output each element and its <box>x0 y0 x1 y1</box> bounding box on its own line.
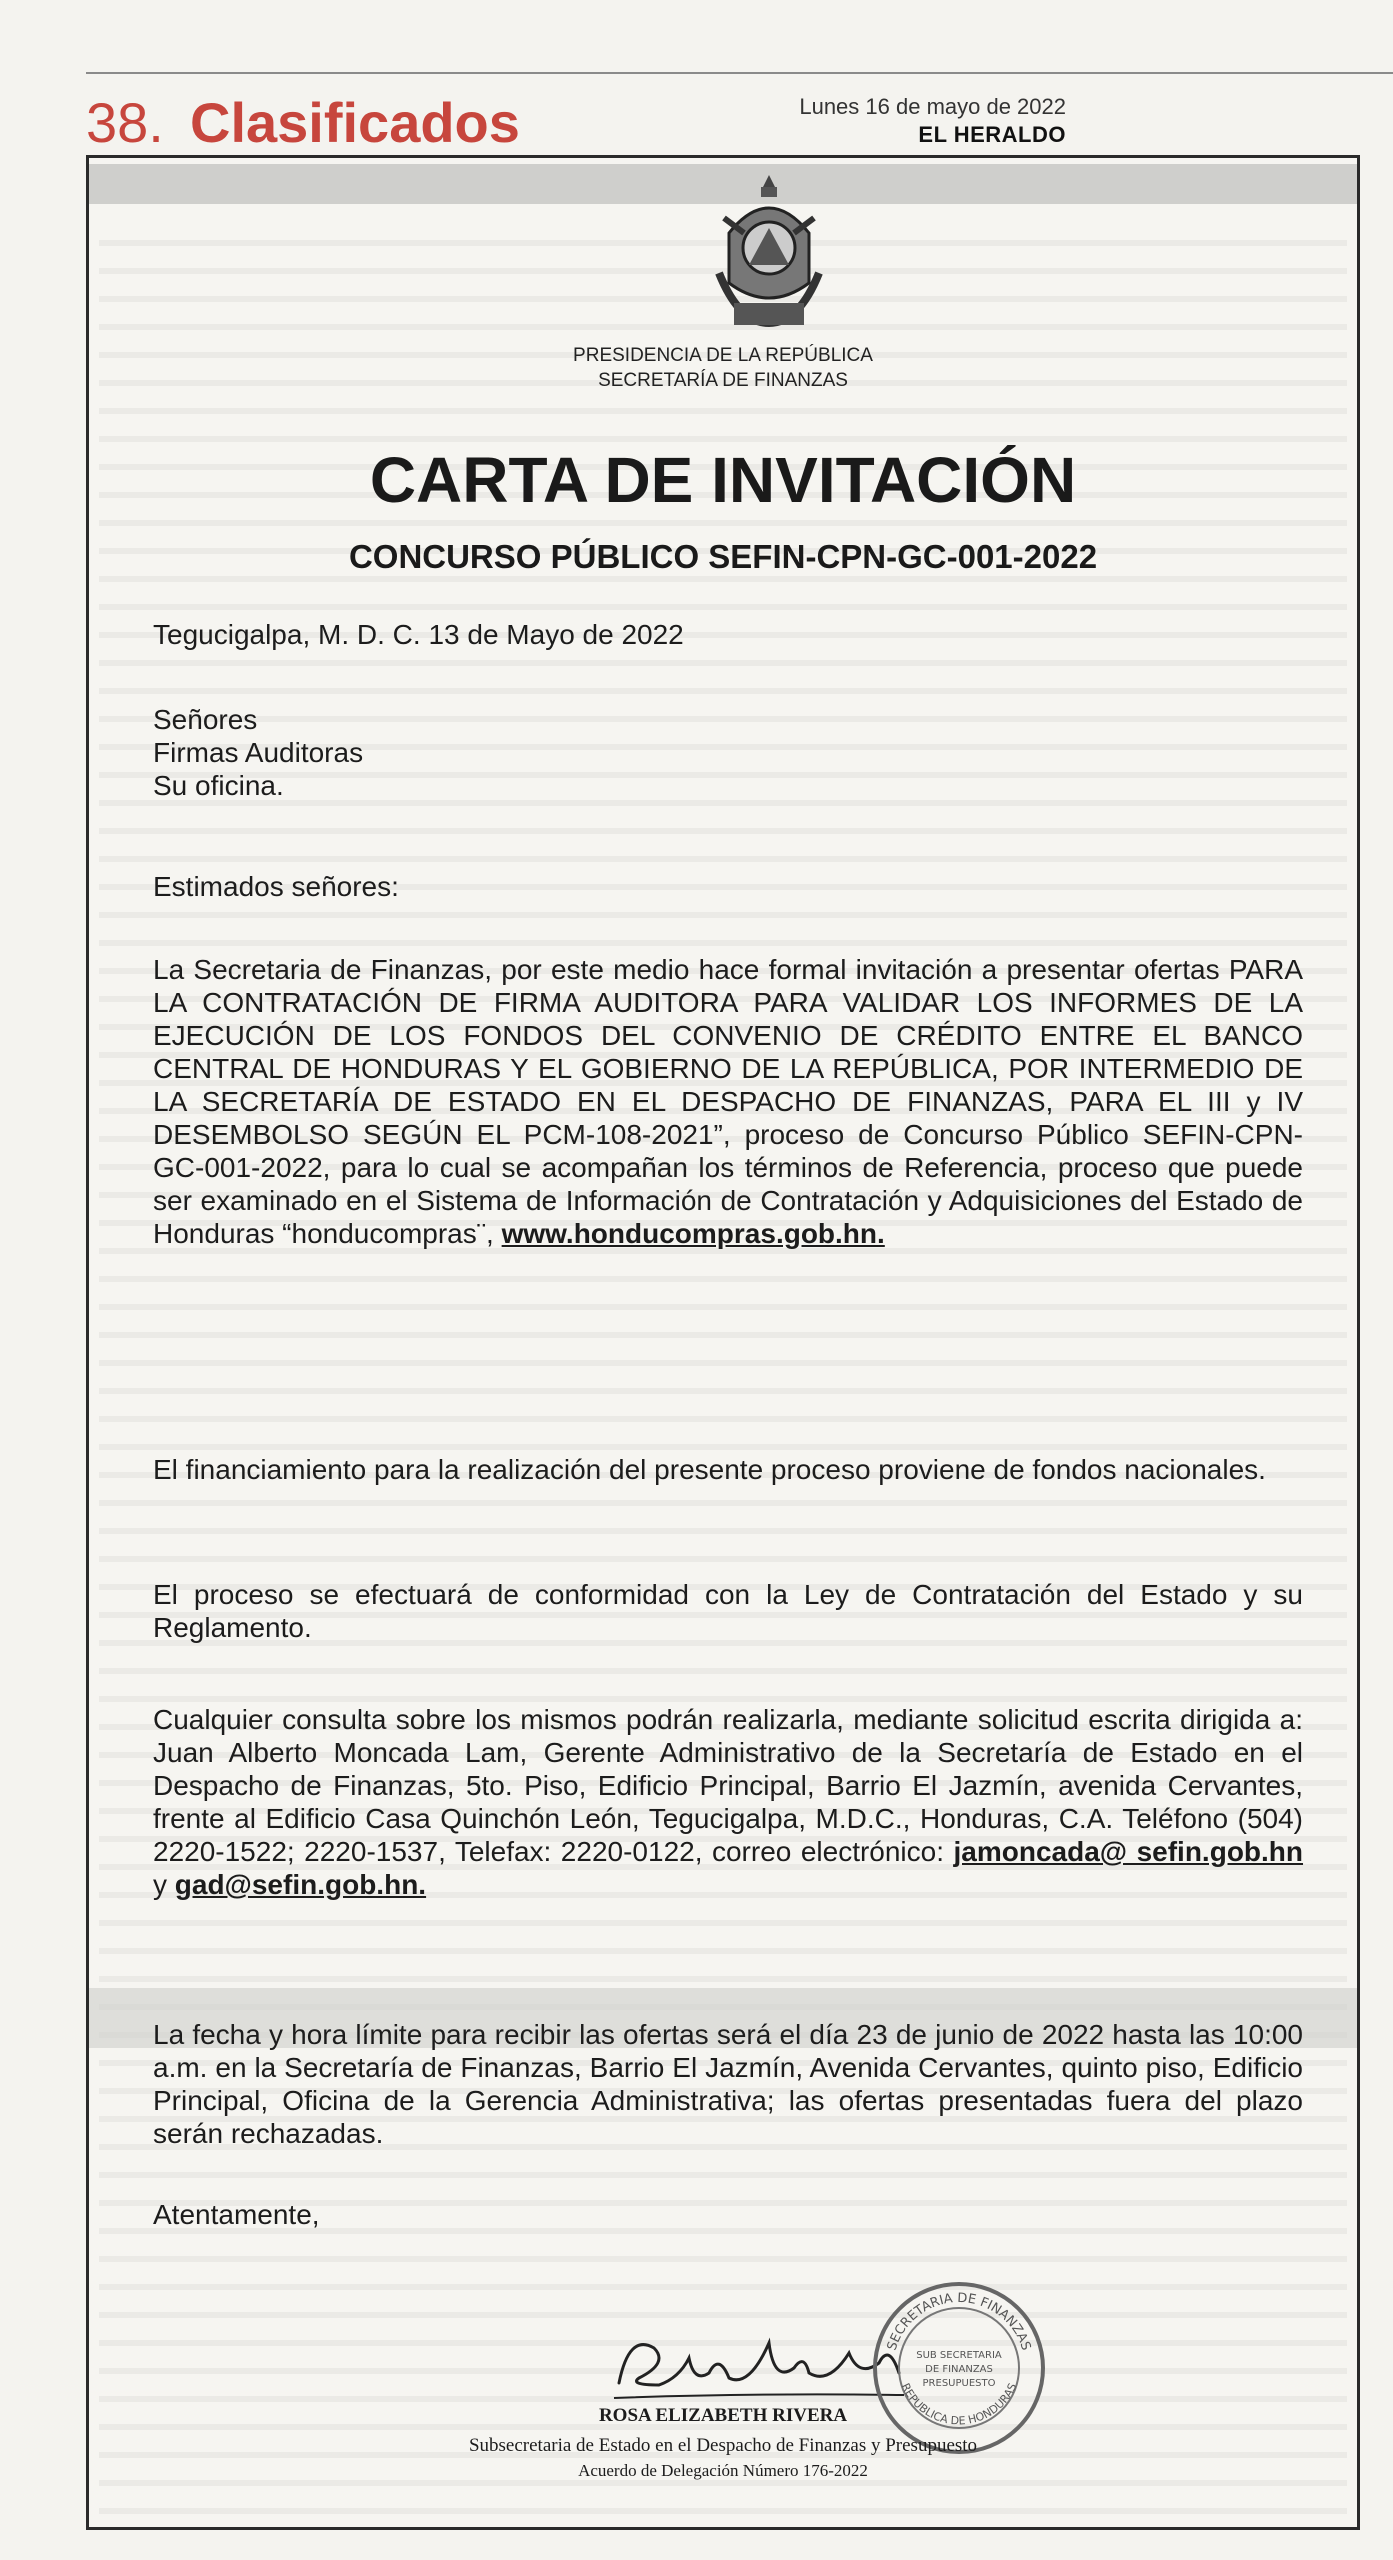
paragraph-contact-text: Cualquier consulta sobre los mismos podrán realizarla, mediante solicitud escrita dirigida a: Juan Alberto Moncada Lam, Gerente Administrativo de la Secretaría de Estado en el Despacho de Finanzas, 5to. Piso, Edificio Principal, Barrio El Jazmín, avenida Cervantes, frente al Edificio Casa Quinchón León, Tegucigalpa, M.D.C., Honduras, C.A. Teléfono (504) 2220-1522; 2220-1537, Telefax: 2220-0122, correo electrónico: <box>153 1704 1303 1867</box>
section-name: Clasificados <box>190 91 520 154</box>
seal-inner-text-2: DE FINANZAS <box>925 2364 993 2375</box>
page-number: 38. <box>86 91 164 154</box>
institution-line-2: SECRETARÍA DE FINANZAS <box>598 370 848 391</box>
seal-outer-text: SECRETARIA DE FINANZAS <box>884 2290 1034 2353</box>
document-subtitle: CONCURSO PÚBLICO SEFIN-CPN-GC-001-2022 <box>348 538 1098 575</box>
top-rule <box>86 72 1393 74</box>
honducompras-link[interactable]: www.honducompras.gob.hn. <box>501 1218 885 1249</box>
institution-line-1: PRESIDENCIA DE LA REPÚBLICA <box>573 345 873 366</box>
page-header <box>86 88 1066 158</box>
paragraph-invitation <box>153 953 1303 1250</box>
coat-of-arms-icon <box>709 173 829 343</box>
issue-date: Lunes 16 de mayo de 2022 <box>799 94 1066 119</box>
paragraph-legal: El proceso se efectuará de conformidad con la Ley de Contratación del Estado y su Reglamento. <box>153 1579 1303 1643</box>
salutation: Estimados señores: <box>153 871 399 902</box>
closing: Atentamente, <box>153 2199 320 2230</box>
seal-inner-text-1: SUB SECRETARIA <box>916 2350 1002 2361</box>
signatory-delegation: Acuerdo de Delegación Número 176-2022 <box>578 2461 868 2480</box>
paragraph-financing: El financiamiento para la realización del presente proceso proviene de fondos nacionales. <box>153 1454 1266 1485</box>
addressee-line: Firmas Auditoras <box>153 737 364 768</box>
email-link-gad[interactable]: gad@sefin.gob.hn. <box>174 1869 427 1900</box>
signatory-name: ROSA ELIZABETH RIVERA <box>598 2405 848 2426</box>
addressee <box>153 703 1303 802</box>
email-link-jamoncada[interactable]: jamoncada@ sefin.gob.hn <box>953 1836 1304 1867</box>
paragraph-invitation-text: La Secretaria de Finanzas, por este medio hace formal invitación a presentar ofertas PARA LA CONTRATACIÓN DE FIRMA AUDITORA PARA VALIDAR LOS INFORMES DE LA EJECUCIÓN DE LOS FONDOS DEL CONVENIO DE CRÉDITO ENTRE EL BANCO CENTRAL DE HONDURAS Y EL GOBIERNO DE LA REPÚBLICA, POR INTERMEDIO DE LA SECRETARÍA DE ESTADO EN EL DESPACHO DE FINANZAS, PARA EL III y IV DESEMBOLSO SEGÚN EL PCM-108-2021”, proceso de Concurso Público SEFIN-CPN-GC-001-2022, para lo cual se acompañan los términos de Referencia, proceso que puede ser examinado en el Sistema de Información de Contratación y Adquisiciones del Estado de Honduras “honducompras¨, <box>153 954 1303 1249</box>
seal-inner-text-3: PRESUPUESTO <box>922 2378 996 2389</box>
addressee-line: Su oficina. <box>153 770 284 801</box>
paragraph-deadline: La fecha y hora límite para recibir las ofertas será el día 23 de junio de 2022 hasta las 10:00 a.m. en la Secretaría de Finanzas, Barrio El Jazmín, Avenida Cervantes, quinto piso, Edificio Principal, Oficina de la Gerencia Administrativa; las ofertas presentadas fuera del plazo serán rechazadas. <box>153 2019 1303 2149</box>
advert-frame <box>86 155 1360 2530</box>
official-seal-icon <box>869 2278 1049 2458</box>
signatory-title: Subsecretaria de Estado en el Despacho de Finanzas y Presupuesto <box>468 2435 978 2456</box>
document-title: CARTA DE INVITACIÓN <box>369 444 1077 516</box>
addressee-line: Señores <box>153 704 258 735</box>
paragraph-contact <box>153 1703 1303 1901</box>
conjunction: y <box>153 1869 167 1900</box>
place-date: Tegucigalpa, M. D. C. 13 de Mayo de 2022 <box>153 619 684 650</box>
newspaper-name: EL HERALDO <box>918 122 1066 147</box>
seal-bottom-text: REPUBLICA DE HONDURAS <box>898 2381 1020 2428</box>
